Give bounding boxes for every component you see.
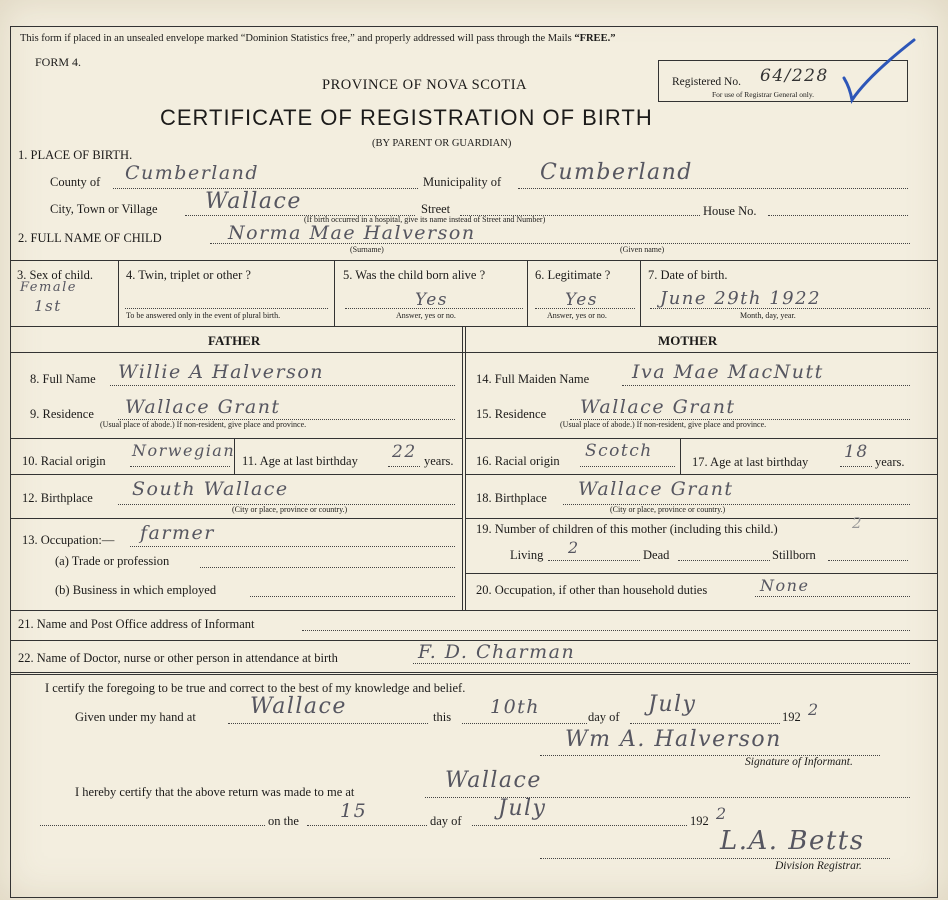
on-the-label: on the [268,814,299,828]
trade-label: (a) Trade or profession [55,554,170,568]
given-place-line [228,723,428,724]
mother-age-label: 17. Age at last birthday [692,455,809,469]
form-label: FORM 4. [35,55,82,69]
father-rule-2 [10,474,463,475]
father-age-line [388,466,420,467]
row3-divider-4 [640,260,641,326]
registrar-place-value[interactable]: Wallace [445,768,542,793]
father-birthplace-label: 12. Birthplace [22,491,93,505]
this-label: this [433,710,452,724]
father-age-divider [234,438,235,474]
mail-notice-text: This form if placed in an unsealed envelope marked “Dominion Statistics free,” and properly addressed will pass through the Mails [20,33,572,44]
house-label: House No. [703,204,757,218]
mother-years-label: years. [875,455,905,469]
mother-rule-3 [466,518,938,519]
registrar-statement: I hereby certify that the above return was made to me at [75,785,355,799]
informant-label: 21. Name and Post Office address of Informant [18,617,255,631]
county-label: County of [50,175,101,189]
certify-top-rule [10,672,938,675]
parents-header-rule [10,352,938,353]
father-place-note: (City or place, province or country.) [232,505,348,514]
mother-name-value[interactable]: Iva Mae MacNutt [632,361,824,383]
mother-residence-label: 15. Residence [476,407,547,421]
legitimate-value[interactable]: Yes [565,290,599,310]
doctor-line [413,663,910,664]
legitimate-label: 6. Legitimate ? [535,268,611,282]
registrar-day-value[interactable]: 15 [340,800,368,822]
father-occupation-line [130,546,455,547]
row3-bottom-rule [10,326,938,327]
given-year-suffix[interactable]: 2 [808,700,820,719]
business-label: (b) Business in which employed [55,583,217,597]
living-line [548,560,640,561]
father-occupation-value[interactable]: farmer [140,522,215,544]
registrar-year-prefix: 192 [690,814,709,828]
registrar-signature-label: Division Registrar. [775,860,862,872]
father-name-label: 8. Full Name [30,372,96,386]
alive-note: Answer, yes or no. [396,311,456,320]
mail-notice [20,33,615,44]
city-label: City, Town or Village [50,202,158,216]
mail-notice-free: “FREE.” [574,33,616,44]
given-month-line [630,723,780,724]
mother-heading: MOTHER [658,333,718,348]
child-name-value[interactable]: Norma Mae Halverson [228,222,476,244]
mother-abode-note: (Usual place of abode.) If non-resident, give place and province. [560,420,767,429]
mother-rule-1 [466,438,938,439]
father-residence-value[interactable]: Wallace Grant [125,396,281,418]
registrar-day-line [307,825,427,826]
child-name-label: 2. FULL NAME OF CHILD [18,231,162,245]
county-value[interactable]: Cumberland [125,162,260,184]
father-abode-note: (Usual place of abode.) If non-resident, give place and province. [100,420,307,429]
father-occupation-label: 13. Occupation:— [22,533,115,547]
mother-rule-2 [466,474,938,475]
living-label: Living [510,548,544,562]
mother-racial-value[interactable]: Scotch [585,441,653,461]
informant-line [302,630,910,631]
doctor-label: 22. Name of Doctor, nurse or other person in attendance at birth [18,651,338,665]
twin-note: To be answered only in the event of plural birth. [126,311,281,320]
given-label: Given under my hand at [75,710,196,724]
registered-number: 64/228 [760,66,829,86]
father-name-value[interactable]: Willie A Halverson [118,361,325,383]
mother-occupation-line [755,596,910,597]
sex-value[interactable]: Female [20,280,77,295]
registrar-month-line [472,825,687,826]
page-subtitle: (BY PARENT OR GUARDIAN) [372,138,512,149]
legitimate-note: Answer, yes or no. [547,311,607,320]
municipality-line [518,188,908,189]
dead-line [678,560,770,561]
father-rule-3 [10,518,463,519]
place-of-birth-heading: 1. PLACE OF BIRTH. [18,148,133,162]
father-age-value[interactable]: 22 [392,442,417,462]
father-racial-label: 10. Racial origin [22,454,106,468]
registrar-year-suffix[interactable]: 2 [716,804,728,823]
given-place-value[interactable]: Wallace [250,694,347,719]
mother-birthplace-value[interactable]: Wallace Grant [578,478,734,500]
dead-label: Dead [643,548,670,562]
mother-age-divider [680,438,681,474]
children-count-value[interactable]: 2 [852,514,864,532]
parents-divider [462,326,466,611]
mother-racial-line [580,466,675,467]
given-day-value[interactable]: 10th [490,696,541,718]
date-label: 7. Date of birth. [648,268,728,282]
house-line [768,215,908,216]
doctor-value[interactable]: F. D. Charman [418,641,576,663]
sex-label: 3. Sex of child. [17,268,94,282]
registered-label: Registered No. [672,76,741,88]
mother-name-line [622,385,910,386]
mother-racial-label: 16. Racial origin [476,454,560,468]
informant-signature-label: Signature of Informant. [745,756,853,768]
date-value[interactable]: June 29th 1922 [660,288,822,309]
registrar-blank-line [40,825,265,826]
father-name-line [110,385,455,386]
business-line [250,596,455,597]
given-name-note: (Given name) [620,245,665,254]
blue-check-mark [838,36,918,106]
given-year-prefix: 192 [782,710,801,724]
father-racial-value[interactable]: Norwegian [132,441,236,460]
mother-occupation-label: 20. Occupation, if other than household duties [476,583,708,597]
page-title: CERTIFICATE OF REGISTRATION OF BIRTH [160,105,653,130]
father-racial-line [130,466,230,467]
mother-age-value[interactable]: 18 [844,442,869,462]
mother-name-label: 14. Full Maiden Name [476,372,590,386]
trade-line [200,567,455,568]
twin-label: 4. Twin, triplet or other ? [126,268,251,282]
father-age-label: 11. Age at last birthday [242,454,358,468]
children-count-label: 19. Number of children of this mother (including this child.) [476,522,778,536]
informant-signature[interactable]: Wm A. Halverson [565,727,782,752]
mother-rule-4 [466,573,938,574]
mother-birthplace-label: 18. Birthplace [476,491,547,505]
given-month-value[interactable]: July [648,692,697,717]
registrar-signature[interactable]: L.A. Betts [720,826,865,856]
certify-statement: I certify the foregoing to be true and correct to the best of my knowledge and belief. [45,681,466,695]
row3-divider-1 [118,260,119,326]
city-value[interactable]: Wallace [205,189,302,214]
hospital-note: (If birth occurred in a hospital, give its name instead of Street and Number) [304,215,546,224]
mother-age-line [840,466,872,467]
municipality-value[interactable]: Cumberland [540,160,693,185]
stillborn-label: Stillborn [772,548,816,562]
sex-value-2[interactable]: 1st [34,297,62,315]
father-birthplace-value[interactable]: South Wallace [132,478,289,500]
row3-divider-3 [527,260,528,326]
father-heading: FATHER [208,333,261,348]
province-heading: PROVINCE OF NOVA SCOTIA [322,77,527,93]
registrar-day-of-label: day of [430,814,462,828]
surname-note: (Surname) [350,245,384,254]
mother-residence-value[interactable]: Wallace Grant [580,396,736,418]
alive-label: 5. Was the child born alive ? [343,268,486,282]
twin-line [125,308,328,309]
registrar-month-value[interactable]: July [498,796,547,821]
father-rule-1 [10,438,463,439]
date-note: Month, day, year. [740,311,796,320]
mother-occupation-value[interactable]: None [760,576,810,595]
given-day-of-label: day of [588,710,620,724]
father-years-label: years. [424,454,454,468]
registrar-use-note: For use of Registrar General only. [712,90,814,99]
mother-place-note: (City or place, province or country.) [610,505,726,514]
street-label: Street [421,202,451,216]
given-day-line [462,723,587,724]
row3-divider-2 [334,260,335,326]
stillborn-line [828,560,908,561]
alive-value[interactable]: Yes [415,290,449,310]
registrar-signature-line [540,858,890,859]
parents-bottom-rule [10,610,938,611]
municipality-label: Municipality of [423,175,502,189]
living-value[interactable]: 2 [568,538,580,557]
father-residence-label: 9. Residence [30,407,94,421]
row3-top-rule [10,260,938,261]
